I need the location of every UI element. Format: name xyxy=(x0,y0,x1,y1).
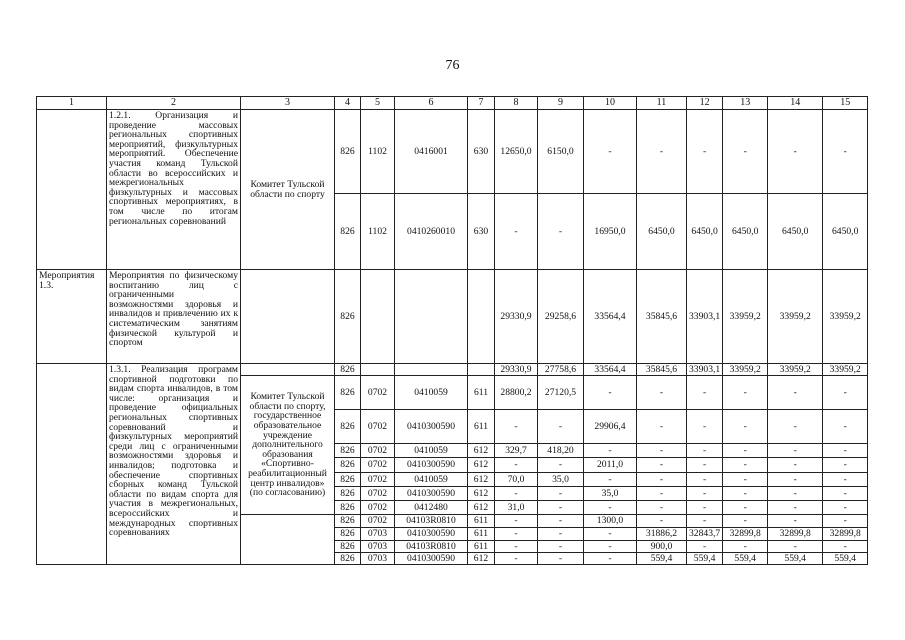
table-cell: 27120,5 xyxy=(538,376,584,410)
table-cell: - xyxy=(637,473,687,487)
table-cell: 611 xyxy=(468,410,495,444)
table-cell: - xyxy=(768,410,823,444)
table-cell xyxy=(361,364,395,376)
responsible-executor xyxy=(241,364,335,376)
table-cell: - xyxy=(723,376,768,410)
table-cell: 0410300590 xyxy=(395,528,468,541)
table-cell: 33903,1 xyxy=(687,270,723,364)
table-cell: - xyxy=(687,458,723,473)
table-cell: 826 xyxy=(335,194,361,270)
table-cell: 900,0 xyxy=(637,541,687,553)
table-cell: - xyxy=(637,444,687,458)
table-cell: - xyxy=(823,376,868,410)
table-cell: 559,4 xyxy=(723,553,768,565)
table-cell: 612 xyxy=(468,553,495,565)
table-cell: - xyxy=(723,515,768,528)
table-cell: - xyxy=(538,487,584,501)
table-cell: 826 xyxy=(335,376,361,410)
table-cell: 611 xyxy=(468,376,495,410)
column-header: 1 xyxy=(37,97,107,110)
table-cell: 0702 xyxy=(361,444,395,458)
table-cell xyxy=(395,364,468,376)
table-cell: - xyxy=(723,473,768,487)
table-cell: 33959,2 xyxy=(823,364,868,376)
table-cell: - xyxy=(538,528,584,541)
table-cell: 0702 xyxy=(361,501,395,515)
table-cell: - xyxy=(687,410,723,444)
table-cell: - xyxy=(637,515,687,528)
table-cell: 826 xyxy=(335,473,361,487)
table-cell: 826 xyxy=(335,444,361,458)
table-cell: - xyxy=(723,110,768,194)
column-header: 11 xyxy=(637,97,687,110)
table-cell: 0412480 xyxy=(395,501,468,515)
table-cell: - xyxy=(687,541,723,553)
table-cell xyxy=(468,270,495,364)
table-cell: 0702 xyxy=(361,487,395,501)
table-cell: 0702 xyxy=(361,515,395,528)
column-header: 6 xyxy=(395,97,468,110)
table-cell: 33564,4 xyxy=(584,364,637,376)
table-cell: 0703 xyxy=(361,541,395,553)
table-cell: 27758,6 xyxy=(538,364,584,376)
responsible-executor xyxy=(241,515,335,565)
table-cell: - xyxy=(495,553,538,565)
table-cell: 0410300590 xyxy=(395,553,468,565)
column-header: 15 xyxy=(823,97,868,110)
table-cell: 826 xyxy=(335,110,361,194)
table-cell: - xyxy=(768,473,823,487)
table-cell: 28800,2 xyxy=(495,376,538,410)
table-cell: - xyxy=(538,553,584,565)
table-cell: 611 xyxy=(468,515,495,528)
table-cell: 33564,4 xyxy=(584,270,637,364)
table-cell xyxy=(468,364,495,376)
table-cell: 826 xyxy=(335,410,361,444)
table-cell: - xyxy=(495,515,538,528)
table-cell: 0410300590 xyxy=(395,487,468,501)
table-cell: - xyxy=(495,410,538,444)
column-header: 9 xyxy=(538,97,584,110)
table-cell: - xyxy=(687,110,723,194)
table-cell: 612 xyxy=(468,458,495,473)
table-cell: 1300,0 xyxy=(584,515,637,528)
table-cell: 35,0 xyxy=(538,473,584,487)
table-cell: 32899,8 xyxy=(823,528,868,541)
responsible-executor: Комитет Тульской области по спорту xyxy=(241,110,335,270)
column-header: 4 xyxy=(335,97,361,110)
table-cell: 0410059 xyxy=(395,444,468,458)
table-cell: - xyxy=(495,528,538,541)
table-cell: 29330,9 xyxy=(495,364,538,376)
table-cell: 826 xyxy=(335,541,361,553)
table-cell: 0410059 xyxy=(395,376,468,410)
table-cell: 12650,0 xyxy=(495,110,538,194)
responsible-executor xyxy=(241,270,335,364)
table-cell: - xyxy=(495,194,538,270)
column-header: 10 xyxy=(584,97,637,110)
table-cell: 33959,2 xyxy=(768,270,823,364)
table-cell: 630 xyxy=(468,194,495,270)
table-cell xyxy=(395,270,468,364)
table-cell: - xyxy=(584,541,637,553)
table-cell: 559,4 xyxy=(768,553,823,565)
table-cell: - xyxy=(723,444,768,458)
table-cell: 33959,2 xyxy=(823,270,868,364)
table-cell: - xyxy=(823,501,868,515)
table-cell: - xyxy=(768,487,823,501)
table-cell: 559,4 xyxy=(823,553,868,565)
table-cell: 0702 xyxy=(361,410,395,444)
table-cell: - xyxy=(823,515,868,528)
column-header: 3 xyxy=(241,97,335,110)
table-cell: 0410300590 xyxy=(395,458,468,473)
table-cell: 826 xyxy=(335,364,361,376)
table-cell: - xyxy=(637,501,687,515)
measure-description: 1.2.1. Организация и проведение массовых региональных спортивных мероприятий, физкультурных мероприятий. Обеспечение участия команд Тульской области во всероссийских и межрегиональных физкультурных и массовых спортивных мероприятиях, в том числе по итогам региональных соревнований xyxy=(107,110,241,270)
table-cell: 31886,2 xyxy=(637,528,687,541)
table-cell: 1102 xyxy=(361,110,395,194)
table-cell: - xyxy=(584,444,637,458)
table-cell: 33959,2 xyxy=(723,270,768,364)
table-cell: 29258,6 xyxy=(538,270,584,364)
table-cell: - xyxy=(823,444,868,458)
table-cell: - xyxy=(538,541,584,553)
table-cell: - xyxy=(637,487,687,501)
table-cell: 612 xyxy=(468,473,495,487)
table-cell: - xyxy=(768,376,823,410)
column-header: 14 xyxy=(768,97,823,110)
table-row xyxy=(37,110,868,194)
measure-description: 1.3.1. Реализация программ спортивной подготовки по видам спорта инвалидов, в том числе: организация и проведение официальных региональных спортивных соревнований и физкультурных мероприятий среди лиц с ограниченными возможностями здоровья и инвалидов; подготовка и обеспечение спортивных сборных команд Тульской области по видам спорта для участия в межрегиональных, всероссийских и международных спортивных соревнованиях xyxy=(107,364,241,565)
table-cell: 6450,0 xyxy=(723,194,768,270)
column-header: 8 xyxy=(495,97,538,110)
table-row xyxy=(37,364,868,376)
table-cell: 16950,0 xyxy=(584,194,637,270)
table-cell: - xyxy=(723,501,768,515)
table-cell: 826 xyxy=(335,553,361,565)
table-cell: 35845,6 xyxy=(637,364,687,376)
table-cell: - xyxy=(637,458,687,473)
table-cell: 6450,0 xyxy=(687,194,723,270)
table-cell: 826 xyxy=(335,528,361,541)
table-cell: 32843,7 xyxy=(687,528,723,541)
table-cell: - xyxy=(637,376,687,410)
table-cell: 0410300590 xyxy=(395,410,468,444)
table-cell: 826 xyxy=(335,487,361,501)
table-cell: - xyxy=(584,110,637,194)
measure-label xyxy=(37,110,107,270)
column-header: 7 xyxy=(468,97,495,110)
table-cell: - xyxy=(823,110,868,194)
table-cell: - xyxy=(823,410,868,444)
table-cell: - xyxy=(823,487,868,501)
table-cell: 612 xyxy=(468,444,495,458)
table-cell: 6450,0 xyxy=(768,194,823,270)
table-cell: 630 xyxy=(468,110,495,194)
table-cell: 70,0 xyxy=(495,473,538,487)
table-cell: 2011,0 xyxy=(584,458,637,473)
budget-table xyxy=(36,96,868,565)
table-row xyxy=(37,270,868,364)
page-number: 76 xyxy=(445,58,460,73)
table-cell: - xyxy=(823,473,868,487)
table-cell: 33903,1 xyxy=(687,364,723,376)
table-cell: - xyxy=(768,501,823,515)
table-cell: 33959,2 xyxy=(768,364,823,376)
table-cell: - xyxy=(495,541,538,553)
table-cell: - xyxy=(687,487,723,501)
table-cell: - xyxy=(584,553,637,565)
table-cell: 6150,0 xyxy=(538,110,584,194)
table-cell: 29906,4 xyxy=(584,410,637,444)
table-cell: - xyxy=(687,515,723,528)
table-cell: - xyxy=(637,410,687,444)
table-cell: - xyxy=(723,541,768,553)
table-cell: 826 xyxy=(335,501,361,515)
table-cell: - xyxy=(723,410,768,444)
table-cell: 559,4 xyxy=(637,553,687,565)
table-cell: 612 xyxy=(468,487,495,501)
measure-label xyxy=(37,364,107,565)
table-cell: 0416001 xyxy=(395,110,468,194)
table-cell: 612 xyxy=(468,501,495,515)
table-cell: 32899,8 xyxy=(723,528,768,541)
table-cell: - xyxy=(768,458,823,473)
column-header: 13 xyxy=(723,97,768,110)
table-cell: 04103R0810 xyxy=(395,515,468,528)
table-cell: - xyxy=(584,528,637,541)
table-cell: 0702 xyxy=(361,473,395,487)
table-cell: - xyxy=(538,501,584,515)
table-cell: - xyxy=(768,110,823,194)
header-row xyxy=(37,97,868,110)
table-cell: 826 xyxy=(335,270,361,364)
table-cell: - xyxy=(584,473,637,487)
table-cell: - xyxy=(823,541,868,553)
table-cell: 04103R0810 xyxy=(395,541,468,553)
table-cell: - xyxy=(584,376,637,410)
table-cell: 0410059 xyxy=(395,473,468,487)
table-cell: - xyxy=(687,444,723,458)
table-cell: 0702 xyxy=(361,458,395,473)
table-cell: 0703 xyxy=(361,528,395,541)
table-cell: - xyxy=(823,458,868,473)
table-cell: 35845,6 xyxy=(637,270,687,364)
table-cell: - xyxy=(687,376,723,410)
column-header: 5 xyxy=(361,97,395,110)
table-cell: 1102 xyxy=(361,194,395,270)
table-cell: - xyxy=(768,444,823,458)
table-cell: - xyxy=(538,458,584,473)
table-cell: 29330,9 xyxy=(495,270,538,364)
table-cell: 0702 xyxy=(361,376,395,410)
table-cell: 35,0 xyxy=(584,487,637,501)
table-cell: - xyxy=(584,501,637,515)
table-cell: 0410260010 xyxy=(395,194,468,270)
measure-label: Мероприятия 1.3. xyxy=(37,270,107,364)
responsible-executor: Комитет Тульской области по спорту, государственное образовательное учреждение дополнительного образования «Спортивно-реабилитационный центр инвалидов» (по согласованию) xyxy=(241,376,335,515)
table-cell: 329,7 xyxy=(495,444,538,458)
table-cell: 6450,0 xyxy=(823,194,868,270)
table-cell: - xyxy=(495,487,538,501)
table-cell: 32899,8 xyxy=(768,528,823,541)
table-cell: - xyxy=(637,110,687,194)
column-header: 12 xyxy=(687,97,723,110)
table-cell xyxy=(361,270,395,364)
table-cell: - xyxy=(538,194,584,270)
measure-description: Мероприятия по физическому воспитанию лиц с ограниченными возможностями здоровья и инвалидов и привлечению их к систематическим занятиям физической культурой и спортом xyxy=(107,270,241,364)
column-header: 2 xyxy=(107,97,241,110)
table-cell: 33959,2 xyxy=(723,364,768,376)
table-cell: 826 xyxy=(335,458,361,473)
table-cell: 611 xyxy=(468,528,495,541)
table-cell: 826 xyxy=(335,515,361,528)
table-cell: - xyxy=(538,410,584,444)
table-cell: - xyxy=(687,501,723,515)
table-cell: 611 xyxy=(468,541,495,553)
table-cell: 6450,0 xyxy=(637,194,687,270)
table-cell: - xyxy=(538,515,584,528)
table-cell: - xyxy=(723,487,768,501)
table-cell: - xyxy=(723,458,768,473)
table-cell: - xyxy=(768,541,823,553)
table-cell: 31,0 xyxy=(495,501,538,515)
table-cell: - xyxy=(687,473,723,487)
table-cell: 559,4 xyxy=(687,553,723,565)
table-cell: 418,20 xyxy=(538,444,584,458)
table-cell: - xyxy=(768,515,823,528)
table-cell: 0703 xyxy=(361,553,395,565)
table-cell: - xyxy=(495,458,538,473)
